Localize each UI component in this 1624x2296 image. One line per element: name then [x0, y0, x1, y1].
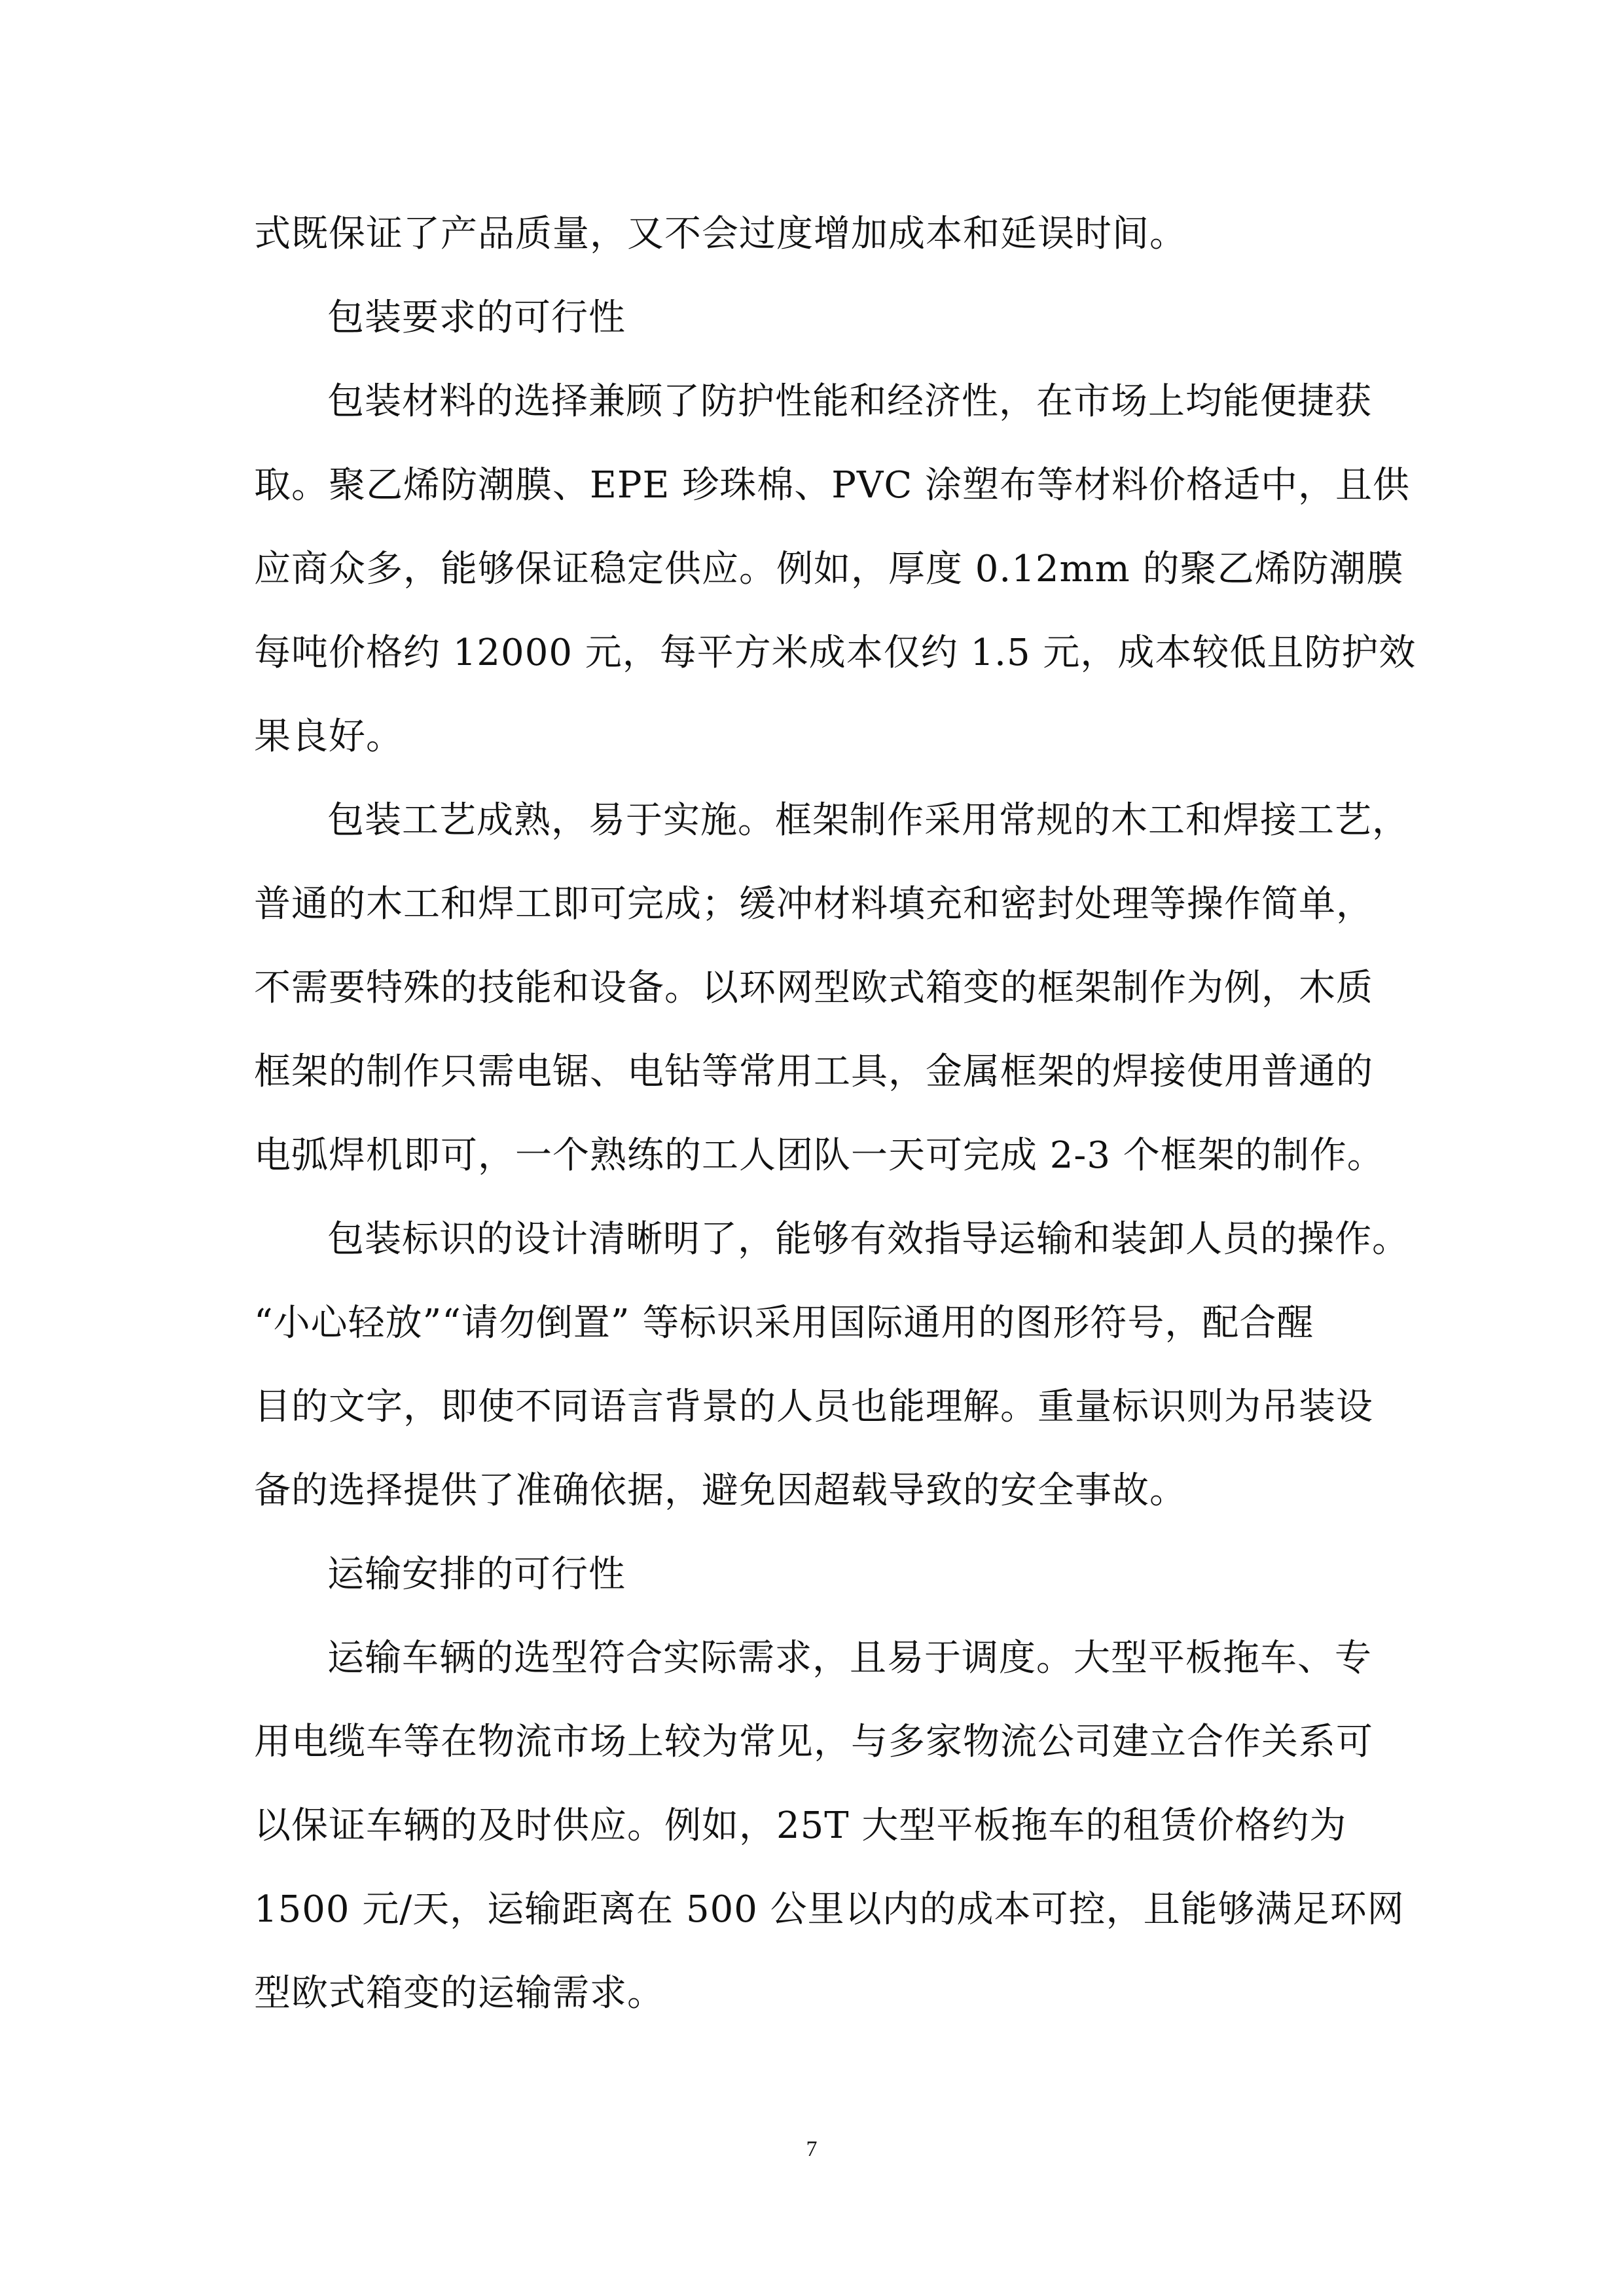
paragraph-line: 1500 元/天，运输距离在 500 公里以内的成本可控，且能够满足环网: [254, 1888, 1405, 1931]
paragraph-line: 以保证车辆的及时供应。例如，25T 大型平板拖车的租赁价格约为: [254, 1804, 1347, 1847]
paragraph-line: 每吨价格约 12000 元，每平方米成本仅约 1.5 元，成本较低且防护效: [254, 632, 1416, 674]
paragraph-line: 运输车辆的选型符合实际需求，且易于调度。大型平板拖车、专: [327, 1637, 1372, 1679]
paragraph-line: 电弧焊机即可，一个熟练的工人团队一天可完成 2-3 个框架的制作。: [254, 1134, 1384, 1177]
page-number: 7: [806, 2137, 818, 2161]
section-heading: 运输安排的可行性: [327, 1553, 626, 1596]
text-line: 式既保证了产品质量，又不会过度增加成本和延误时间。: [254, 213, 1187, 255]
paragraph-line: 框架的制作只需电锯、电钻等常用工具，金属框架的焊接使用普通的: [254, 1050, 1373, 1093]
paragraph-line: 备的选择提供了准确依据，避免因超载导致的安全事故。: [254, 1469, 1187, 1512]
paragraph-line: 取。聚乙烯防潮膜、EPE 珍珠棉、PVC 涂塑布等材料价格适中，且供: [254, 464, 1411, 507]
paragraph-line: 目的文字，即使不同语言背景的人员也能理解。重量标识则为吊装设: [254, 1386, 1373, 1428]
paragraph-line: 果良好。: [254, 715, 403, 758]
paragraph-line: 包装工艺成熟，易于实施。框架制作采用常规的木工和焊接工艺，: [327, 799, 1409, 842]
paragraph-line: 普通的木工和焊工即可完成；缓冲材料填充和密封处理等操作简单，: [254, 883, 1373, 925]
paragraph-line: 应商众多，能够保证稳定供应。例如，厚度 0.12mm 的聚乙烯防潮膜: [254, 548, 1404, 590]
paragraph-line: 包装标识的设计清晰明了，能够有效指导运输和装卸人员的操作。: [327, 1218, 1409, 1261]
section-heading: 包装要求的可行性: [327, 296, 626, 339]
paragraph-line: “小心轻放”“请勿倒置” 等标识采用国际通用的图形符号，配合醒: [254, 1302, 1314, 1344]
paragraph-line: 用电缆车等在物流市场上较为常见，与多家物流公司建立合作关系可: [254, 1721, 1373, 1763]
paragraph-line: 型欧式箱变的运输需求。: [254, 1972, 664, 2015]
paragraph-line: 包装材料的选择兼顾了防护性能和经济性，在市场上均能便捷获: [327, 380, 1372, 423]
paragraph-line: 不需要特殊的技能和设备。以环网型欧式箱变的框架制作为例，木质: [254, 967, 1373, 1009]
